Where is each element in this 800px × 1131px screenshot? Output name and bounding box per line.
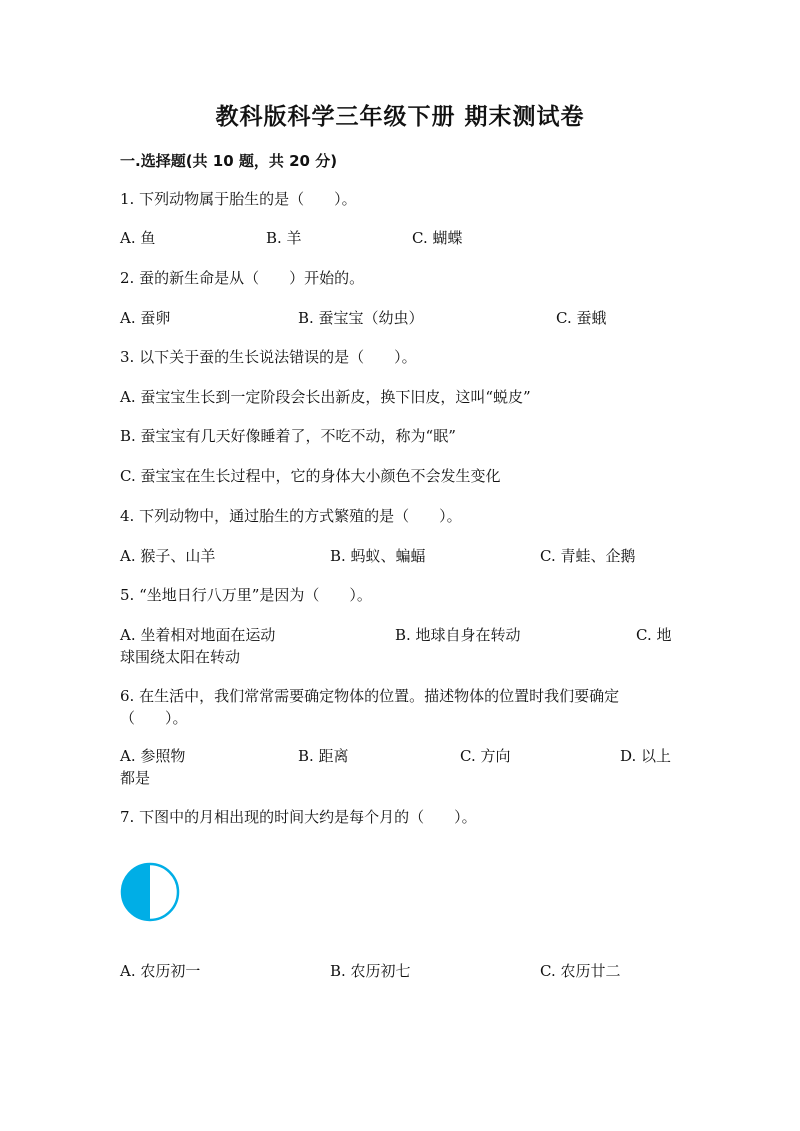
question-7-stem: 7. 下图中的月相出现的时间大约是每个月的（ ）。 — [120, 808, 477, 826]
q7-option-b: B. 农历初七 — [330, 962, 411, 980]
question-6-stem: 6. 在生活中，我们常常需要确定物体的位置。描述物体的位置时我们要确定 — [120, 687, 620, 705]
q2-option-c: C. 蚕蛾 — [556, 309, 607, 327]
q7-option-a: A. 农历初一 — [120, 962, 201, 980]
q6-option-c: C. 方向 — [460, 747, 511, 765]
q3-option-c: C. 蚕宝宝在生长过程中，它的身体大小颜色不会发生变化 — [120, 467, 501, 485]
q2-option-b: B. 蚕宝宝（幼虫） — [298, 309, 424, 327]
question-3-stem: 3. 以下关于蚕的生长说法错误的是（ ）。 — [120, 348, 417, 366]
first-quarter-moon-icon — [120, 862, 180, 922]
q6-option-a: A. 参照物 — [120, 747, 186, 765]
q6-option-d-continued: 都是 — [120, 769, 151, 787]
q3-option-a: A. 蚕宝宝生长到一定阶段会长出新皮，换下旧皮，这叫“蜕皮” — [120, 388, 531, 406]
q4-option-c: C. 青蛙、企鹅 — [540, 547, 636, 565]
q3-option-b: B. 蚕宝宝有几天好像睡着了，不吃不动，称为“眠” — [120, 427, 456, 445]
question-2-stem: 2. 蚕的新生命是从（ ）开始的。 — [120, 269, 365, 287]
q5-option-c-continued: 球围绕太阳在转动 — [120, 648, 241, 666]
question-5-stem: 5. “坐地日行八万里”是因为（ ）。 — [120, 586, 372, 604]
q1-option-b: B. 羊 — [266, 229, 302, 247]
question-4-stem: 4. 下列动物中，通过胎生的方式繁殖的是（ ）。 — [120, 507, 462, 525]
q1-option-c: C. 蝴蝶 — [412, 229, 463, 247]
q1-option-a: A. 鱼 — [120, 229, 156, 247]
q5-option-b: B. 地球自身在转动 — [395, 626, 521, 644]
q6-option-b: B. 距离 — [298, 747, 349, 765]
question-1-stem: 1. 下列动物属于胎生的是（ ）。 — [120, 190, 357, 208]
q5-option-a: A. 坐着相对地面在运动 — [120, 626, 276, 644]
q5-option-c: C. 地 — [636, 626, 672, 644]
page-title: 教科版科学三年级下册 期末测试卷 — [215, 104, 585, 130]
q2-option-a: A. 蚕卵 — [120, 309, 171, 327]
q4-option-a: A. 猴子、山羊 — [120, 547, 216, 565]
section-heading: 一.选择题(共 10 题，共 20 分) — [120, 152, 338, 170]
q7-option-c: C. 农历廿二 — [540, 962, 621, 980]
q6-option-d: D. 以上 — [620, 747, 672, 765]
q4-option-b: B. 蚂蚁、蝙蝠 — [330, 547, 426, 565]
question-6-stem-continued: （ ）。 — [120, 709, 188, 727]
